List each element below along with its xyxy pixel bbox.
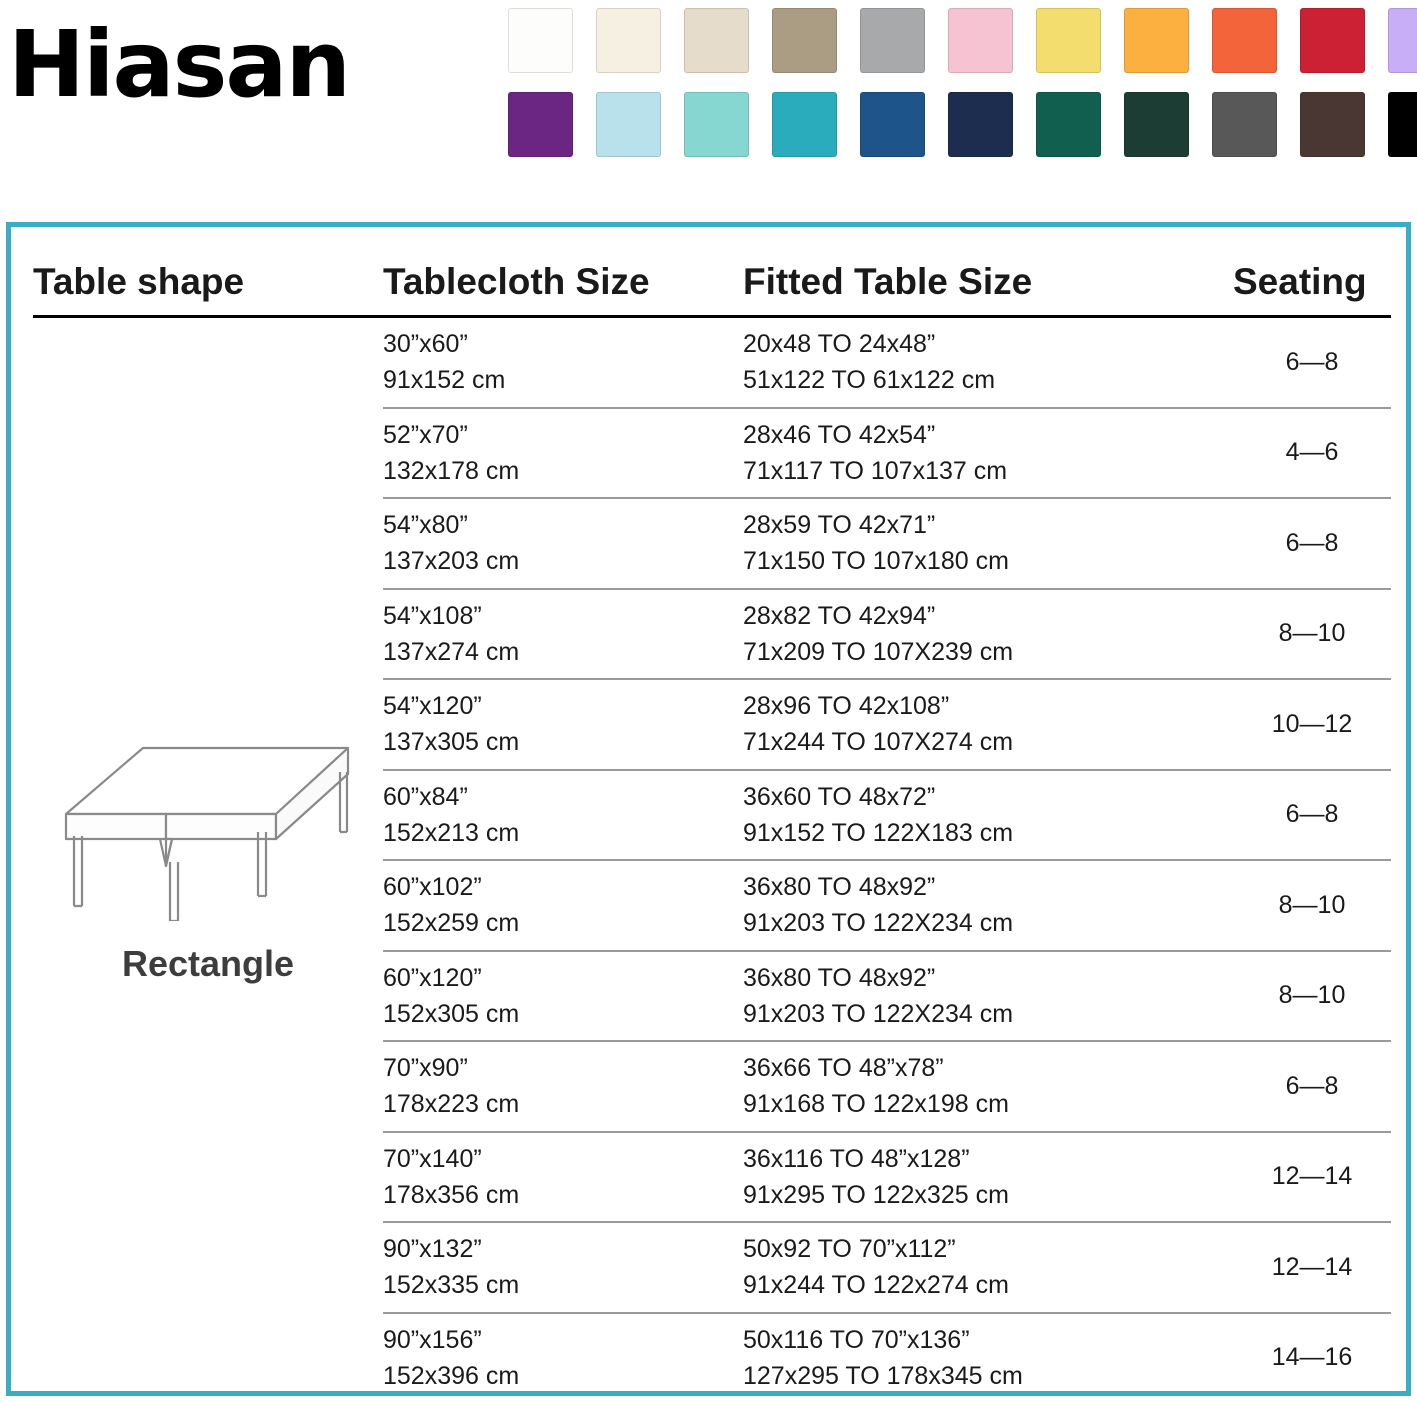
tablecloth-size-inches: 54”x108” — [383, 601, 482, 630]
cell-fitted-table-size — [743, 498, 1233, 589]
tablecloth-size-cm: 137x274 cm — [383, 637, 520, 666]
cell-seating: 8—10 — [1233, 951, 1391, 1042]
cell-tablecloth-size — [383, 317, 743, 408]
cell-tablecloth-size — [383, 679, 743, 770]
cell-fitted-table-size — [743, 317, 1233, 408]
fitted-size-inches: 28x59 TO 42x71” — [743, 511, 936, 539]
cell-fitted-table-size — [743, 951, 1233, 1042]
cell-fitted-table-size — [743, 1222, 1233, 1313]
tablecloth-size-cm: 132x178 cm — [383, 456, 520, 485]
cell-seating: 6—8 — [1233, 1041, 1391, 1132]
color-swatch-white[interactable] — [508, 8, 573, 73]
tablecloth-size-inches: 60”x102” — [383, 873, 482, 901]
fitted-size-cm: 91x203 TO 122X234 cm — [743, 909, 1014, 938]
cell-fitted-table-size — [743, 860, 1233, 951]
color-swatch-yellow[interactable] — [1036, 8, 1101, 73]
cell-tablecloth-size — [383, 1041, 743, 1132]
cell-seating: 12—14 — [1233, 1132, 1391, 1223]
cell-tablecloth-size — [383, 1132, 743, 1223]
tablecloth-size-cm: 137x305 cm — [383, 728, 520, 757]
fitted-size-inches: 36x60 TO 48x72” — [743, 782, 936, 811]
header-table-shape: Table shape — [33, 261, 383, 317]
cell-fitted-table-size — [743, 1132, 1233, 1223]
fitted-size-cm: 71x244 TO 107X274 cm — [743, 728, 1014, 757]
cell-fitted-table-size — [743, 1041, 1233, 1132]
tablecloth-size-cm: 152x335 cm — [383, 1271, 520, 1300]
tablecloth-size-inches: 90”x132” — [383, 1235, 482, 1263]
color-swatch-red[interactable] — [1300, 8, 1365, 73]
color-swatch-ivory[interactable] — [596, 8, 661, 73]
header-seating: Seating — [1233, 261, 1391, 317]
cell-seating: 6—8 — [1233, 317, 1391, 408]
fitted-size-cm: 91x244 TO 122x274 cm — [743, 1271, 1009, 1300]
header-fitted-table-size: Fitted Table Size — [743, 261, 1233, 317]
cell-seating: 12—14 — [1233, 1222, 1391, 1313]
brand-logo: Hiasan — [8, 11, 349, 118]
rectangle-table-illustration — [43, 736, 373, 985]
size-chart-card — [6, 222, 1411, 1396]
cell-seating: 14—16 — [1233, 1313, 1391, 1402]
cell-fitted-table-size — [743, 770, 1233, 861]
fitted-size-cm: 91x168 TO 122x198 cm — [743, 1090, 1009, 1119]
header-tablecloth-size: Tablecloth Size — [383, 261, 743, 317]
fitted-size-cm: 71x150 TO 107x180 cm — [743, 547, 1009, 576]
tablecloth-size-inches: 60”x120” — [383, 963, 482, 992]
color-swatch-emerald[interactable] — [1036, 92, 1101, 157]
cell-tablecloth-size — [383, 1313, 743, 1402]
fitted-size-inches: 28x96 TO 42x108” — [743, 692, 950, 720]
cell-seating: 6—8 — [1233, 770, 1391, 861]
header — [0, 0, 1417, 200]
table-header-row — [33, 261, 1391, 317]
tablecloth-size-cm: 152x396 cm — [383, 1361, 520, 1390]
fitted-size-inches: 20x48 TO 24x48” — [743, 330, 936, 358]
size-chart-table-wrap — [33, 261, 1391, 1402]
tablecloth-size-cm: 152x213 cm — [383, 818, 520, 847]
table-row — [33, 317, 1391, 408]
cell-tablecloth-size — [383, 951, 743, 1042]
color-swatch-dark-navy[interactable] — [948, 92, 1013, 157]
color-swatch-orange[interactable] — [1212, 8, 1277, 73]
color-swatch-charcoal[interactable] — [1212, 92, 1277, 157]
tablecloth-size-cm: 178x223 cm — [383, 1090, 520, 1119]
fitted-size-cm: 127x295 TO 178x345 cm — [743, 1361, 1023, 1390]
cell-fitted-table-size — [743, 679, 1233, 770]
cell-seating: 8—10 — [1233, 589, 1391, 680]
shape-cell — [33, 317, 383, 1402]
tablecloth-size-cm: 178x356 cm — [383, 1180, 520, 1209]
color-swatch-purple[interactable] — [508, 92, 573, 157]
fitted-size-inches: 50x92 TO 70”x112” — [743, 1235, 956, 1263]
fitted-size-cm: 71x209 TO 107X239 cm — [743, 637, 1014, 666]
tablecloth-size-inches: 70”x90” — [383, 1054, 468, 1082]
cell-tablecloth-size — [383, 1222, 743, 1313]
fitted-size-cm: 91x152 TO 122X183 cm — [743, 818, 1014, 847]
tablecloth-size-inches: 52”x70” — [383, 420, 468, 449]
fitted-size-inches: 50x116 TO 70”x136” — [743, 1325, 970, 1354]
shape-label: Rectangle — [121, 942, 295, 984]
color-swatch-teal[interactable] — [772, 92, 837, 157]
cell-seating: 10—12 — [1233, 679, 1391, 770]
color-swatch-gold[interactable] — [1124, 8, 1189, 73]
tablecloth-size-inches: 54”x120” — [383, 692, 482, 720]
cell-tablecloth-size — [383, 589, 743, 680]
color-swatch-taupe[interactable] — [772, 8, 837, 73]
fitted-size-inches: 36x66 TO 48”x78” — [743, 1054, 944, 1082]
cell-seating: 4—6 — [1233, 408, 1391, 499]
color-swatch-dark-green[interactable] — [1124, 92, 1189, 157]
cell-fitted-table-size — [743, 1313, 1233, 1402]
tablecloth-size-inches: 90”x156” — [383, 1325, 482, 1354]
cell-tablecloth-size — [383, 498, 743, 589]
color-swatch-navy-blue[interactable] — [860, 92, 925, 157]
size-chart-table — [33, 261, 1391, 1402]
fitted-size-inches: 36x116 TO 48”x128” — [743, 1144, 970, 1173]
color-swatch-light-blue[interactable] — [596, 92, 661, 157]
tablecloth-size-cm: 152x305 cm — [383, 999, 520, 1028]
cell-fitted-table-size — [743, 408, 1233, 499]
color-swatch-beige[interactable] — [684, 8, 749, 73]
fitted-size-cm: 51x122 TO 61x122 cm — [743, 366, 996, 395]
fitted-size-inches: 36x80 TO 48x92” — [743, 873, 936, 901]
cell-tablecloth-size — [383, 770, 743, 861]
fitted-size-inches: 28x46 TO 42x54” — [743, 420, 936, 449]
fitted-size-cm: 91x295 TO 122x325 cm — [743, 1180, 1009, 1209]
color-swatch-aqua[interactable] — [684, 92, 749, 157]
color-swatch-black[interactable] — [1388, 92, 1417, 157]
tablecloth-size-inches: 60”x84” — [383, 782, 468, 811]
tablecloth-size-cm: 137x203 cm — [383, 547, 520, 576]
color-swatch-pink[interactable] — [948, 8, 1013, 73]
cell-seating: 6—8 — [1233, 498, 1391, 589]
fitted-size-inches: 28x82 TO 42x94” — [743, 601, 936, 630]
cell-fitted-table-size — [743, 589, 1233, 680]
tablecloth-size-inches: 70”x140” — [383, 1144, 482, 1173]
tablecloth-size-inches: 30”x60” — [383, 330, 468, 358]
cell-tablecloth-size — [383, 860, 743, 951]
color-swatch-dark-brown[interactable] — [1300, 92, 1365, 157]
tablecloth-size-cm: 91x152 cm — [383, 366, 506, 395]
tablecloth-size-cm: 152x259 cm — [383, 909, 520, 938]
fitted-size-cm: 71x117 TO 107x137 cm — [743, 456, 1008, 485]
table-body — [33, 317, 1391, 1402]
cell-tablecloth-size — [383, 408, 743, 499]
color-swatch-lavender[interactable] — [1388, 8, 1417, 73]
tablecloth-size-inches: 54”x80” — [383, 511, 468, 539]
color-swatch-gray[interactable] — [860, 8, 925, 73]
color-swatch-grid — [508, 8, 1417, 164]
cell-seating: 8—10 — [1233, 860, 1391, 951]
fitted-size-cm: 91x203 TO 122X234 cm — [743, 999, 1014, 1028]
fitted-size-inches: 36x80 TO 48x92” — [743, 963, 936, 992]
